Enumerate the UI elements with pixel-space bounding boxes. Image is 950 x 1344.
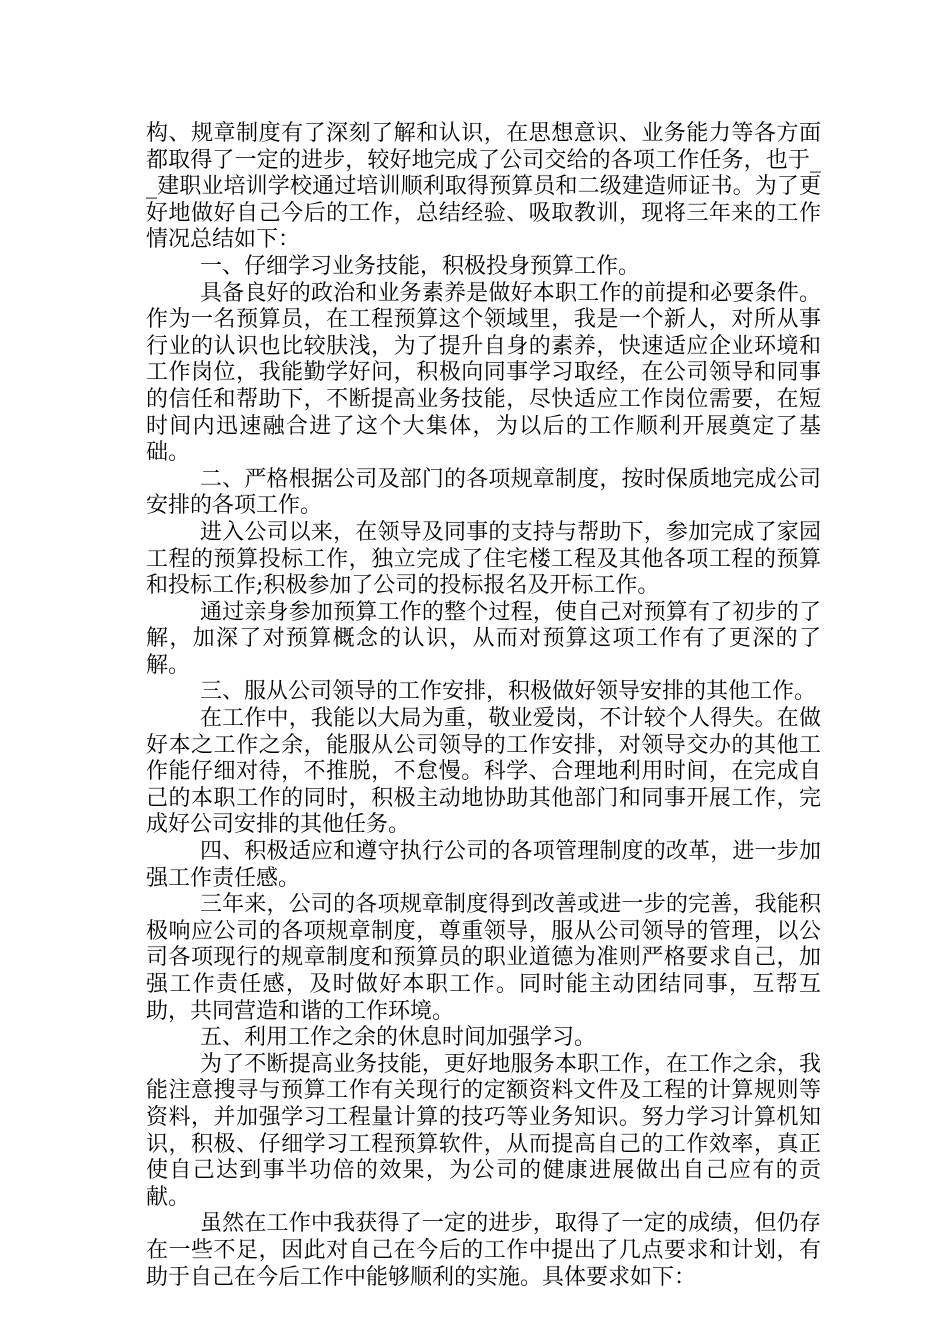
heading-section-5: 五、利用工作之余的休息时间加强学习。 [200,1025,597,1051]
paragraph-section-5: 为了不断提高业务技能，更好地服务本职工作，在工作之余，我能注意搜寻与预算工作有关现行的定额资料文件及工程的计算规则等资料，并加强学习工程量计算的技巧等业务知识。努力学习计算机知识，积极、仔细学习工程预算软件，从而提高自己的工作效率，真正使自己达到事半功倍的效果，为公司的健康进展做出自己应有的贡献。 [146,1051,821,1210]
paragraph-section-1: 具备良好的政治和业务素养是做好本职工作的前提和必要条件。作为一名预算员，在工程预算这个领域里，我是一个新人，对所从事行业的认识也比较肤浅，为了提升自身的素养，快速适应企业环境和工作岗位，我能勤学好问，积极向同事学习取经，在公司领导和同事的信任和帮助下，不断提高业务技能，尽快适应工作岗位需要，在短时间内迅速融合进了这个大集体，为以后的工作顺利开展奠定了基础。 [146,280,821,466]
paragraph-section-2-a: 进入公司以来，在领导及同事的支持与帮助下，参加完成了家园工程的预算投标工作，独立完成了住宅楼工程及其他各项工程的预算和投标工作;积极参加了公司的投标报名及开标工作。 [146,519,821,599]
heading-section-2: 二、严格根据公司及部门的各项规章制度，按时保质地完成公司安排的各项工作。 [146,466,821,519]
heading-section-4: 四、积极适应和遵守执行公司的各项管理制度的改革，进一步加强工作责任感。 [146,839,821,891]
paragraph-conclusion: 虽然在工作中我获得了一定的进步，取得了一定的成绩，但仍存在一些不足，因此对自己在今后的工作中提出了几点要求和计划，有助于自己在今后工作中能够顺利的实施。具体要求如下： [146,1211,821,1290]
heading-section-3: 三、服从公司领导的工作安排，积极做好领导安排的其他工作。 [200,679,817,705]
document-body [146,121,821,1291]
paragraph-section-3: 在工作中，我能以大局为重，敬业爱岗，不计较个人得失。在做好本之工作之余，能服从公司领导的工作安排，对领导交办的其他工作能仔细对待，不推脱，不怠慢。科学、合理地利用时间，在完成自己的本职工作的同时，积极主动地协助其他部门和同事开展工作，完成好公司安排的其他任务。 [146,706,821,838]
heading-section-1: 一、仔细学习业务技能，积极投身预算工作。 [200,253,641,279]
paragraph-section-4: 三年来，公司的各项规章制度得到改善或进一步的完善，我能积极响应公司的各项规章制度，尊重领导，服从公司领导的管理，以公司各项现行的规章制度和预算员的职业道德为准则严格要求自己，加强工作责任感，及时做好本职工作。同时能主动团结同事，互帮互助，共同营造和谐的工作环境。 [146,892,821,1024]
paragraph-section-2-b: 通过亲身参加预算工作的整个过程，使自己对预算有了初步的了解，加深了对预算概念的认识，从而对预算这项工作有了更深的了解。 [146,599,821,678]
paragraph-intro-continued: 构、规章制度有了深刻了解和认识，在思想意识、业务能力等各方面都取得了一定的进步，较好地完成了公司交给的各项工作任务，也于__建职业培训学校通过培训顺利取得预算员和二级建造师证书。为了更好地做好自己今后的工作，总结经验、吸取教训，现将三年来的工作情况总结如下： [146,121,821,253]
